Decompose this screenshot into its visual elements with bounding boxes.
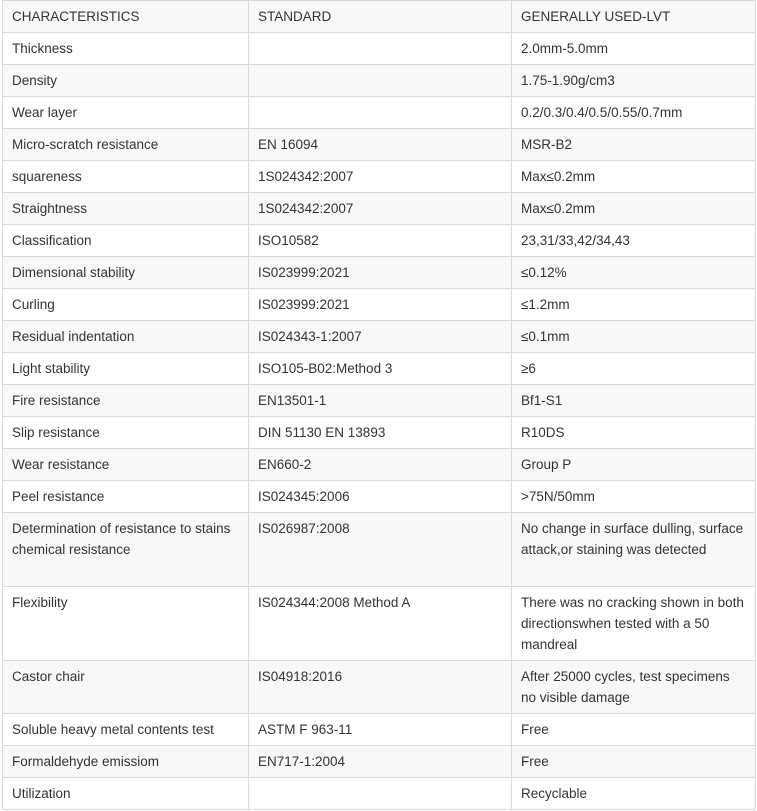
standard-cell: EN13501-1 xyxy=(249,385,512,417)
value-cell: Max≤0.2mm xyxy=(512,161,756,193)
value-cell: ≤0.12% xyxy=(512,257,756,289)
standard-cell xyxy=(249,65,512,97)
standard-cell: ISO105-B02:Method 3 xyxy=(249,353,512,385)
standard-cell: IS024344:2008 Method A xyxy=(249,587,512,661)
standard-cell: EN 16094 xyxy=(249,129,512,161)
value-cell: 2.0mm-5.0mm xyxy=(512,33,756,65)
table-row xyxy=(3,129,756,161)
header-characteristics: CHARACTERISTICS xyxy=(3,1,249,33)
table-row xyxy=(3,778,756,810)
characteristic-cell: Slip resistance xyxy=(3,417,249,449)
table-row xyxy=(3,714,756,746)
value-cell: Group P xyxy=(512,449,756,481)
characteristic-cell: Micro-scratch resistance xyxy=(3,129,249,161)
characteristic-cell: Curling xyxy=(3,289,249,321)
header-row xyxy=(3,1,756,33)
value-cell: ≥6 xyxy=(512,353,756,385)
value-cell: Recyclable xyxy=(512,778,756,810)
standard-cell: IS023999:2021 xyxy=(249,257,512,289)
standard-cell: ASTM F 963-11 xyxy=(249,714,512,746)
table-row xyxy=(3,65,756,97)
value-cell: Bf1-S1 xyxy=(512,385,756,417)
value-cell: Max≤0.2mm xyxy=(512,193,756,225)
standard-cell: 1S024342:2007 xyxy=(249,193,512,225)
value-cell: Free xyxy=(512,746,756,778)
characteristic-cell: Flexibility xyxy=(3,587,249,661)
table-row xyxy=(3,97,756,129)
value-cell: ≤0.1mm xyxy=(512,321,756,353)
table-row xyxy=(3,746,756,778)
specifications-table xyxy=(2,0,756,810)
characteristic-cell: Soluble heavy metal contents test xyxy=(3,714,249,746)
value-cell: Free xyxy=(512,714,756,746)
characteristic-cell: Classification xyxy=(3,225,249,257)
characteristic-cell: Straightness xyxy=(3,193,249,225)
value-cell: ≤1.2mm xyxy=(512,289,756,321)
characteristic-cell: Fire resistance xyxy=(3,385,249,417)
characteristic-cell: Castor chair xyxy=(3,661,249,714)
header-standard: STANDARD xyxy=(249,1,512,33)
standard-cell xyxy=(249,778,512,810)
standard-cell: 1S024342:2007 xyxy=(249,161,512,193)
table-row xyxy=(3,513,756,587)
value-cell: 1.75-1.90g/cm3 xyxy=(512,65,756,97)
value-cell: 0.2/0.3/0.4/0.5/0.55/0.7mm xyxy=(512,97,756,129)
table-row xyxy=(3,417,756,449)
characteristic-cell: Utilization xyxy=(3,778,249,810)
value-cell: There was no cracking shown in both directionswhen tested with a 50 mandreal xyxy=(512,587,756,661)
standard-cell: IS023999:2021 xyxy=(249,289,512,321)
standard-cell: DIN 51130 EN 13893 xyxy=(249,417,512,449)
table-row xyxy=(3,321,756,353)
characteristic-cell: Light stability xyxy=(3,353,249,385)
characteristic-cell: Thickness xyxy=(3,33,249,65)
table-row xyxy=(3,289,756,321)
characteristic-cell: Residual indentation xyxy=(3,321,249,353)
standard-cell: IS04918:2016 xyxy=(249,661,512,714)
table-row xyxy=(3,481,756,513)
value-cell: MSR-B2 xyxy=(512,129,756,161)
table-row xyxy=(3,449,756,481)
table-row xyxy=(3,353,756,385)
header-generally-used: GENERALLY USED-LVT xyxy=(512,1,756,33)
characteristic-cell: Density xyxy=(3,65,249,97)
value-cell: >75N/50mm xyxy=(512,481,756,513)
value-cell: R10DS xyxy=(512,417,756,449)
characteristic-cell: Wear resistance xyxy=(3,449,249,481)
value-cell: No change in surface dulling, surface attack,or staining was detected xyxy=(512,513,756,587)
standard-cell: ISO10582 xyxy=(249,225,512,257)
standard-cell: IS024343-1:2007 xyxy=(249,321,512,353)
table-row xyxy=(3,257,756,289)
value-cell: After 25000 cycles, test specimens no visible damage xyxy=(512,661,756,714)
characteristic-cell: Determination of resistance to stains chemical resistance xyxy=(3,513,249,587)
characteristic-cell: Dimensional stability xyxy=(3,257,249,289)
table-row xyxy=(3,161,756,193)
standard-cell: EN660-2 xyxy=(249,449,512,481)
standard-cell: EN717-1:2004 xyxy=(249,746,512,778)
table-row xyxy=(3,193,756,225)
value-cell: 23,31/33,42/34,43 xyxy=(512,225,756,257)
table-row xyxy=(3,225,756,257)
table-row xyxy=(3,661,756,714)
standard-cell: IS026987:2008 xyxy=(249,513,512,587)
standard-cell: IS024345:2006 xyxy=(249,481,512,513)
table-row xyxy=(3,33,756,65)
characteristic-cell: Formaldehyde emissiom xyxy=(3,746,249,778)
standard-cell xyxy=(249,97,512,129)
characteristic-cell: Wear layer xyxy=(3,97,249,129)
table-row xyxy=(3,385,756,417)
table-row xyxy=(3,587,756,661)
characteristic-cell: Peel resistance xyxy=(3,481,249,513)
standard-cell xyxy=(249,33,512,65)
characteristic-cell: squareness xyxy=(3,161,249,193)
